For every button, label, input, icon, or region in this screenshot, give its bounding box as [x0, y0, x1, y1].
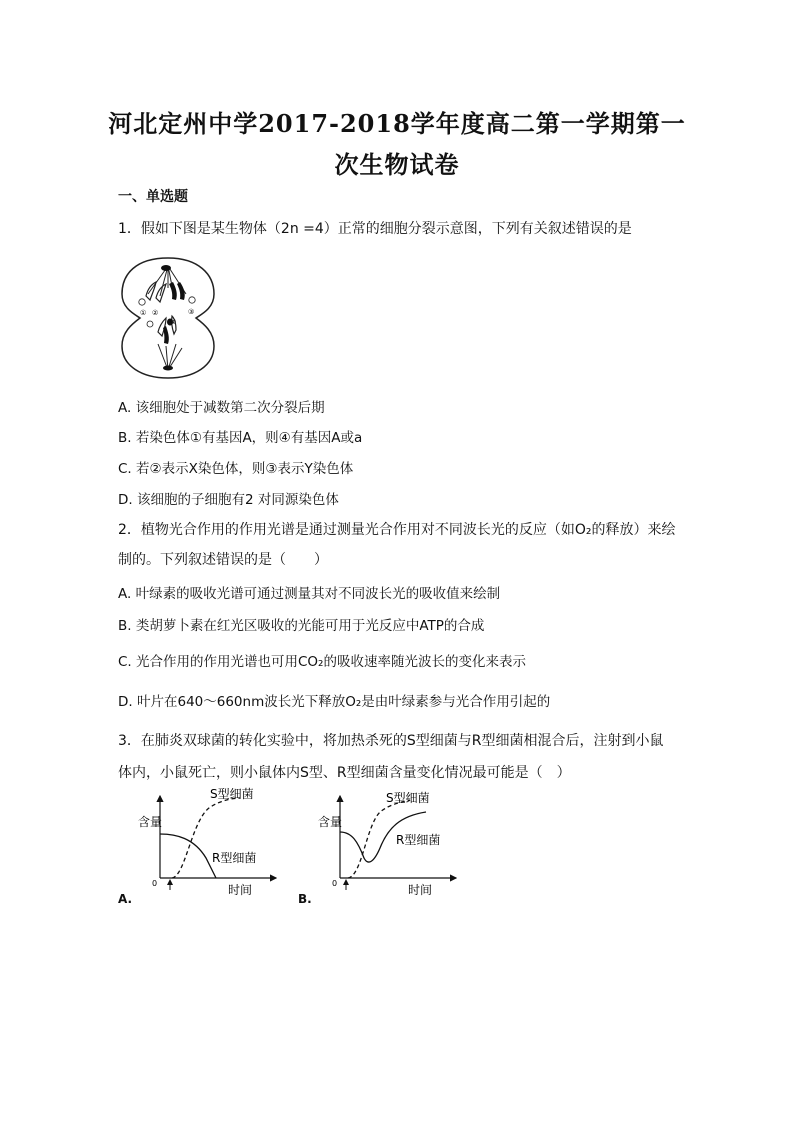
graph-b-origin: 0 [332, 879, 338, 888]
cell-division-diagram [118, 252, 218, 382]
graph-b-x-label: 时间 [408, 883, 433, 897]
graph-b-option-label[interactable]: B. [298, 892, 312, 906]
question-2-text-line2: 制的。下列叙述错误的是（ ） [118, 552, 328, 568]
question-1-option-b[interactable]: B. 若染色体①有基因A，则④有基因A或a [118, 430, 363, 446]
question-2-option-d[interactable]: D. 叶片在640～660nm波长光下释放O₂是由叶绿素参与光合作用引起的 [118, 694, 551, 710]
page-title-line2: 次生物试卷 [334, 150, 460, 179]
page-title-line1: 河北定州中学2017-2018学年度高二第一学期第一 [108, 109, 686, 138]
graph-a-option-label[interactable]: A. [118, 892, 133, 906]
question-2-option-c[interactable]: C. 光合作用的作用光谱也可用CO₂的吸收速率随光波长的变化来表示 [118, 654, 526, 670]
graph-a-s-label: S型细菌 [210, 787, 254, 801]
graph-b-y-label: 含量 [318, 815, 343, 829]
chromosome-label-4: ④ [170, 318, 177, 326]
question-1-text: 1．假如下图是某生物体（2n =4）正常的细胞分裂示意图，下列有关叙述错误的是 [118, 221, 632, 237]
chromosome-label-1: ① [140, 309, 147, 317]
question-1-option-d[interactable]: D. 该细胞的子细胞有2 对同源染色体 [118, 492, 339, 508]
graph-b-r-label: R型细菌 [396, 833, 441, 847]
graph-b [316, 786, 466, 898]
chromosome-label-3: ③ [188, 308, 195, 316]
question-2-option-a[interactable]: A. 叶绿素的吸收光谱可通过测量其对不同波长光的吸收值来绘制 [118, 586, 501, 602]
section-heading: 一、单选题 [118, 189, 188, 205]
question-1-option-a[interactable]: A. 该细胞处于减数第二次分裂后期 [118, 400, 325, 416]
graph-a-r-label: R型细菌 [212, 851, 257, 865]
graph-b-s-label: S型细菌 [386, 791, 430, 805]
question-3-text-line2: 体内，小鼠死亡，则小鼠体内S型、R型细菌含量变化情况最可能是（ ） [118, 765, 571, 781]
graph-a-x-label: 时间 [228, 883, 253, 897]
graph-a-origin: 0 [152, 879, 158, 888]
graph-a-y-label: 含量 [138, 815, 163, 829]
chromosome-label-2: ② [152, 309, 159, 317]
question-2-option-b[interactable]: B. 类胡萝卜素在红光区吸收的光能可用于光反应中ATP的合成 [118, 618, 485, 634]
question-1-option-c[interactable]: C. 若②表示X染色体，则③表示Y染色体 [118, 461, 354, 477]
question-3-text-line1: 3．在肺炎双球菌的转化实验中，将加热杀死的S型细菌与R型细菌相混合后，注射到小鼠 [118, 733, 664, 749]
question-2-text-line1: 2．植物光合作用的作用光谱是通过测量光合作用对不同波长光的反应（如O₂的释放）来绘 [118, 522, 676, 538]
graph-a [136, 786, 286, 898]
